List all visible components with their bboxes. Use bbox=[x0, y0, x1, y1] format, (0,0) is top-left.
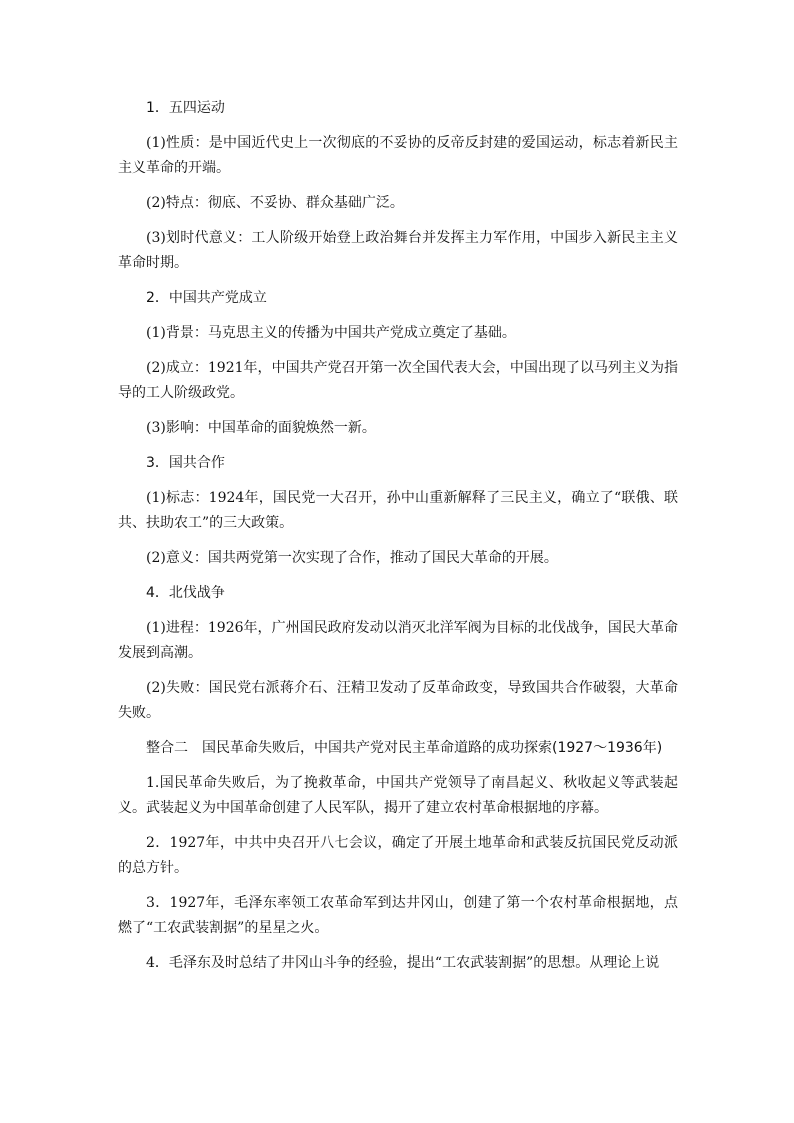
paragraph-item-2: 2．1927年，中共中央召开八七会议，确定了开展土地革命和武装反抗国民党反动派的总方针。 bbox=[118, 835, 678, 876]
paragraph-progress: (1)进程：1926年，广州国民政府发动以消灭北洋军阀为目标的北伐战争，国民大革命发展到高潮。 bbox=[118, 620, 678, 661]
paragraph-significance: (3)划时代意义：工人阶级开始登上政治舞台并发挥主力军作用，中国步入新民主主义革命时期。 bbox=[118, 230, 678, 271]
paragraph-meaning: (2)意义：国共两党第一次实现了合作，推动了国民大革命的开展。 bbox=[146, 550, 558, 566]
paragraph-nature: (1)性质：是中国近代史上一次彻底的不妥协的反帝反封建的爱国运动，标志着新民主主义革命的开端。 bbox=[118, 135, 678, 176]
paragraph-item-4: 4．毛泽东及时总结了井冈山斗争的经验，提出“工农武装割据”的思想。从理论上说 bbox=[146, 955, 660, 971]
heading-kmt-cpc-cooperation: 3．国共合作 bbox=[146, 455, 225, 471]
paragraph-item-1: 1.国民革命失败后，为了挽救革命，中国共产党领导了南昌起义、秋收起义等武装起义。武装起义为中国革命创建了人民军队，揭开了建立农村革命根据地的序幕。 bbox=[118, 775, 678, 816]
paragraph-item-3: 3．1927年，毛泽东率领工农革命军到达井冈山，创建了第一个农村革命根据地，点燃了“工农武装割据”的星星之火。 bbox=[118, 895, 678, 936]
document-page bbox=[118, 96, 678, 986]
paragraph-background: (1)背景：马克思主义的传播为中国共产党成立奠定了基础。 bbox=[146, 325, 516, 341]
paragraph-failure: (2)失败：国民党右派蒋介石、汪精卫发动了反革命政变，导致国共合作破裂，大革命失败。 bbox=[118, 680, 678, 721]
paragraph-impact: (3)影响：中国革命的面貌焕然一新。 bbox=[146, 420, 376, 436]
paragraph-founding: (2)成立：1921年，中国共产党召开第一次全国代表大会，中国出现了以马列主义为指导的工人阶级政党。 bbox=[118, 360, 678, 401]
paragraph-features: (2)特点：彻底、不妥协、群众基础广泛。 bbox=[146, 195, 404, 211]
heading-may-fourth: 1．五四运动 bbox=[146, 100, 225, 116]
section-title-integration-two: 整合二 国民革命失败后，中国共产党对民主革命道路的成功探索(1927～1936年) bbox=[146, 740, 663, 756]
heading-northern-expedition: 4．北伐战争 bbox=[146, 585, 225, 601]
paragraph-sign: (1)标志：1924年，国民党一大召开，孙中山重新解释了三民主义，确立了“联俄、联共、扶助农工”的三大政策。 bbox=[118, 490, 678, 531]
heading-cpc-founding: 2．中国共产党成立 bbox=[146, 290, 267, 306]
